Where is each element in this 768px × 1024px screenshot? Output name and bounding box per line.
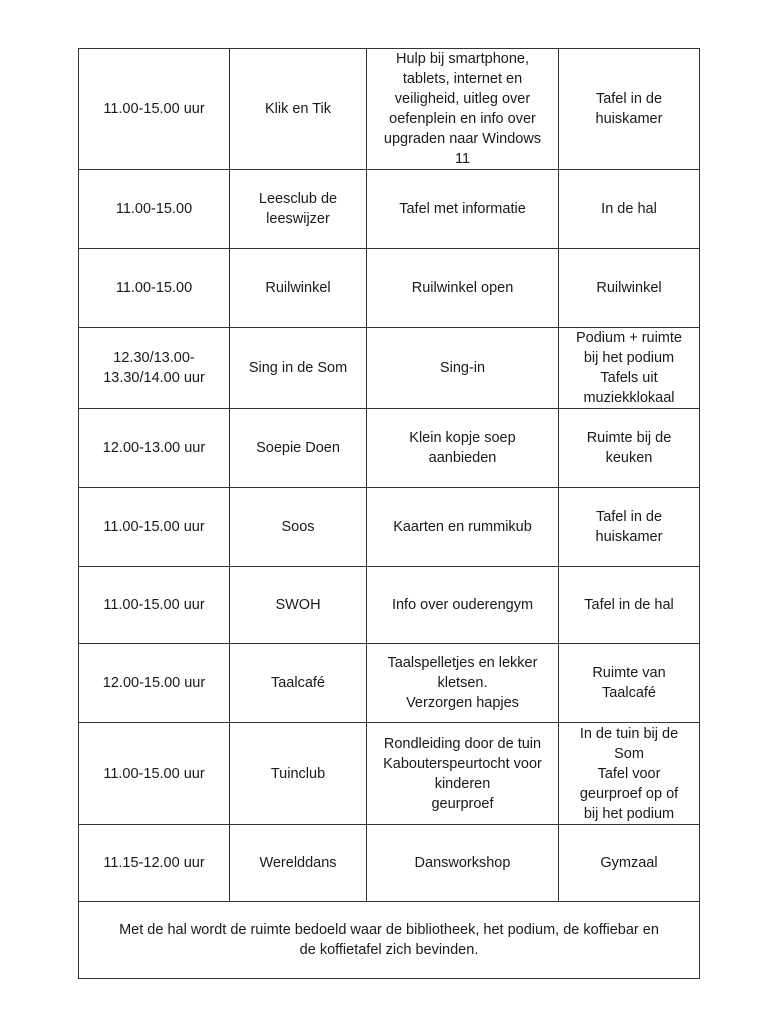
table-row — [79, 825, 700, 902]
table-row — [79, 170, 700, 249]
location-cell: Ruilwinkel — [559, 249, 700, 328]
activity-cell: Hulp bij smartphone, tablets, internet en veiligheid, uitleg over oefenplein en info over upgraden naar Windows 11 — [367, 49, 559, 170]
time-cell: 11.15-12.00 uur — [79, 825, 230, 902]
location-cell: Tafel in de huiskamer — [559, 488, 700, 567]
organizer-cell: Soos — [230, 488, 367, 567]
organizer-cell: Tuinclub — [230, 723, 367, 825]
activity-cell: Rondleiding door de tuin Kabouterspeurtocht voor kinderen geurproef — [367, 723, 559, 825]
table-row — [79, 567, 700, 644]
time-cell: 11.00-15.00 — [79, 170, 230, 249]
organizer-cell: Werelddans — [230, 825, 367, 902]
organizer-cell: Taalcafé — [230, 644, 367, 723]
organizer-cell: Klik en Tik — [230, 49, 367, 170]
location-cell: Ruimte van Taalcafé — [559, 644, 700, 723]
table-row — [79, 49, 700, 170]
table-row — [79, 249, 700, 328]
location-cell: Podium + ruimte bij het podium Tafels uit muziekklokaal — [559, 328, 700, 409]
table-note-row — [79, 902, 700, 979]
organizer-cell: SWOH — [230, 567, 367, 644]
organizer-cell: Leesclub de leeswijzer — [230, 170, 367, 249]
time-cell: 11.00-15.00 uur — [79, 723, 230, 825]
time-cell: 11.00-15.00 — [79, 249, 230, 328]
location-cell: Gymzaal — [559, 825, 700, 902]
table-row — [79, 488, 700, 567]
activity-cell: Info over ouderengym — [367, 567, 559, 644]
table-row — [79, 644, 700, 723]
activity-cell: Dansworkshop — [367, 825, 559, 902]
location-cell: In de hal — [559, 170, 700, 249]
location-cell: Tafel in de hal — [559, 567, 700, 644]
table-note: Met de hal wordt de ruimte bedoeld waar de bibliotheek, het podium, de koffiebar en de koffietafel zich bevinden. — [79, 902, 700, 979]
activity-cell: Sing-in — [367, 328, 559, 409]
location-cell: Ruimte bij de keuken — [559, 409, 700, 488]
time-cell: 11.00-15.00 uur — [79, 567, 230, 644]
location-cell: Tafel in de huiskamer — [559, 49, 700, 170]
time-cell: 11.00-15.00 uur — [79, 49, 230, 170]
schedule-table — [78, 48, 700, 979]
activity-cell: Tafel met informatie — [367, 170, 559, 249]
time-cell: 11.00-15.00 uur — [79, 488, 230, 567]
organizer-cell: Sing in de Som — [230, 328, 367, 409]
location-cell: In de tuin bij de Som Tafel voor geurproef op of bij het podium — [559, 723, 700, 825]
organizer-cell: Soepie Doen — [230, 409, 367, 488]
time-cell: 12.30/13.00- 13.30/14.00 uur — [79, 328, 230, 409]
time-cell: 12.00-13.00 uur — [79, 409, 230, 488]
table-row — [79, 723, 700, 825]
activity-cell: Kaarten en rummikub — [367, 488, 559, 567]
table-row — [79, 409, 700, 488]
activity-cell: Klein kopje soep aanbieden — [367, 409, 559, 488]
organizer-cell: Ruilwinkel — [230, 249, 367, 328]
activity-cell: Taalspelletjes en lekker kletsen. Verzorgen hapjes — [367, 644, 559, 723]
table-row — [79, 328, 700, 409]
time-cell: 12.00-15.00 uur — [79, 644, 230, 723]
activity-cell: Ruilwinkel open — [367, 249, 559, 328]
